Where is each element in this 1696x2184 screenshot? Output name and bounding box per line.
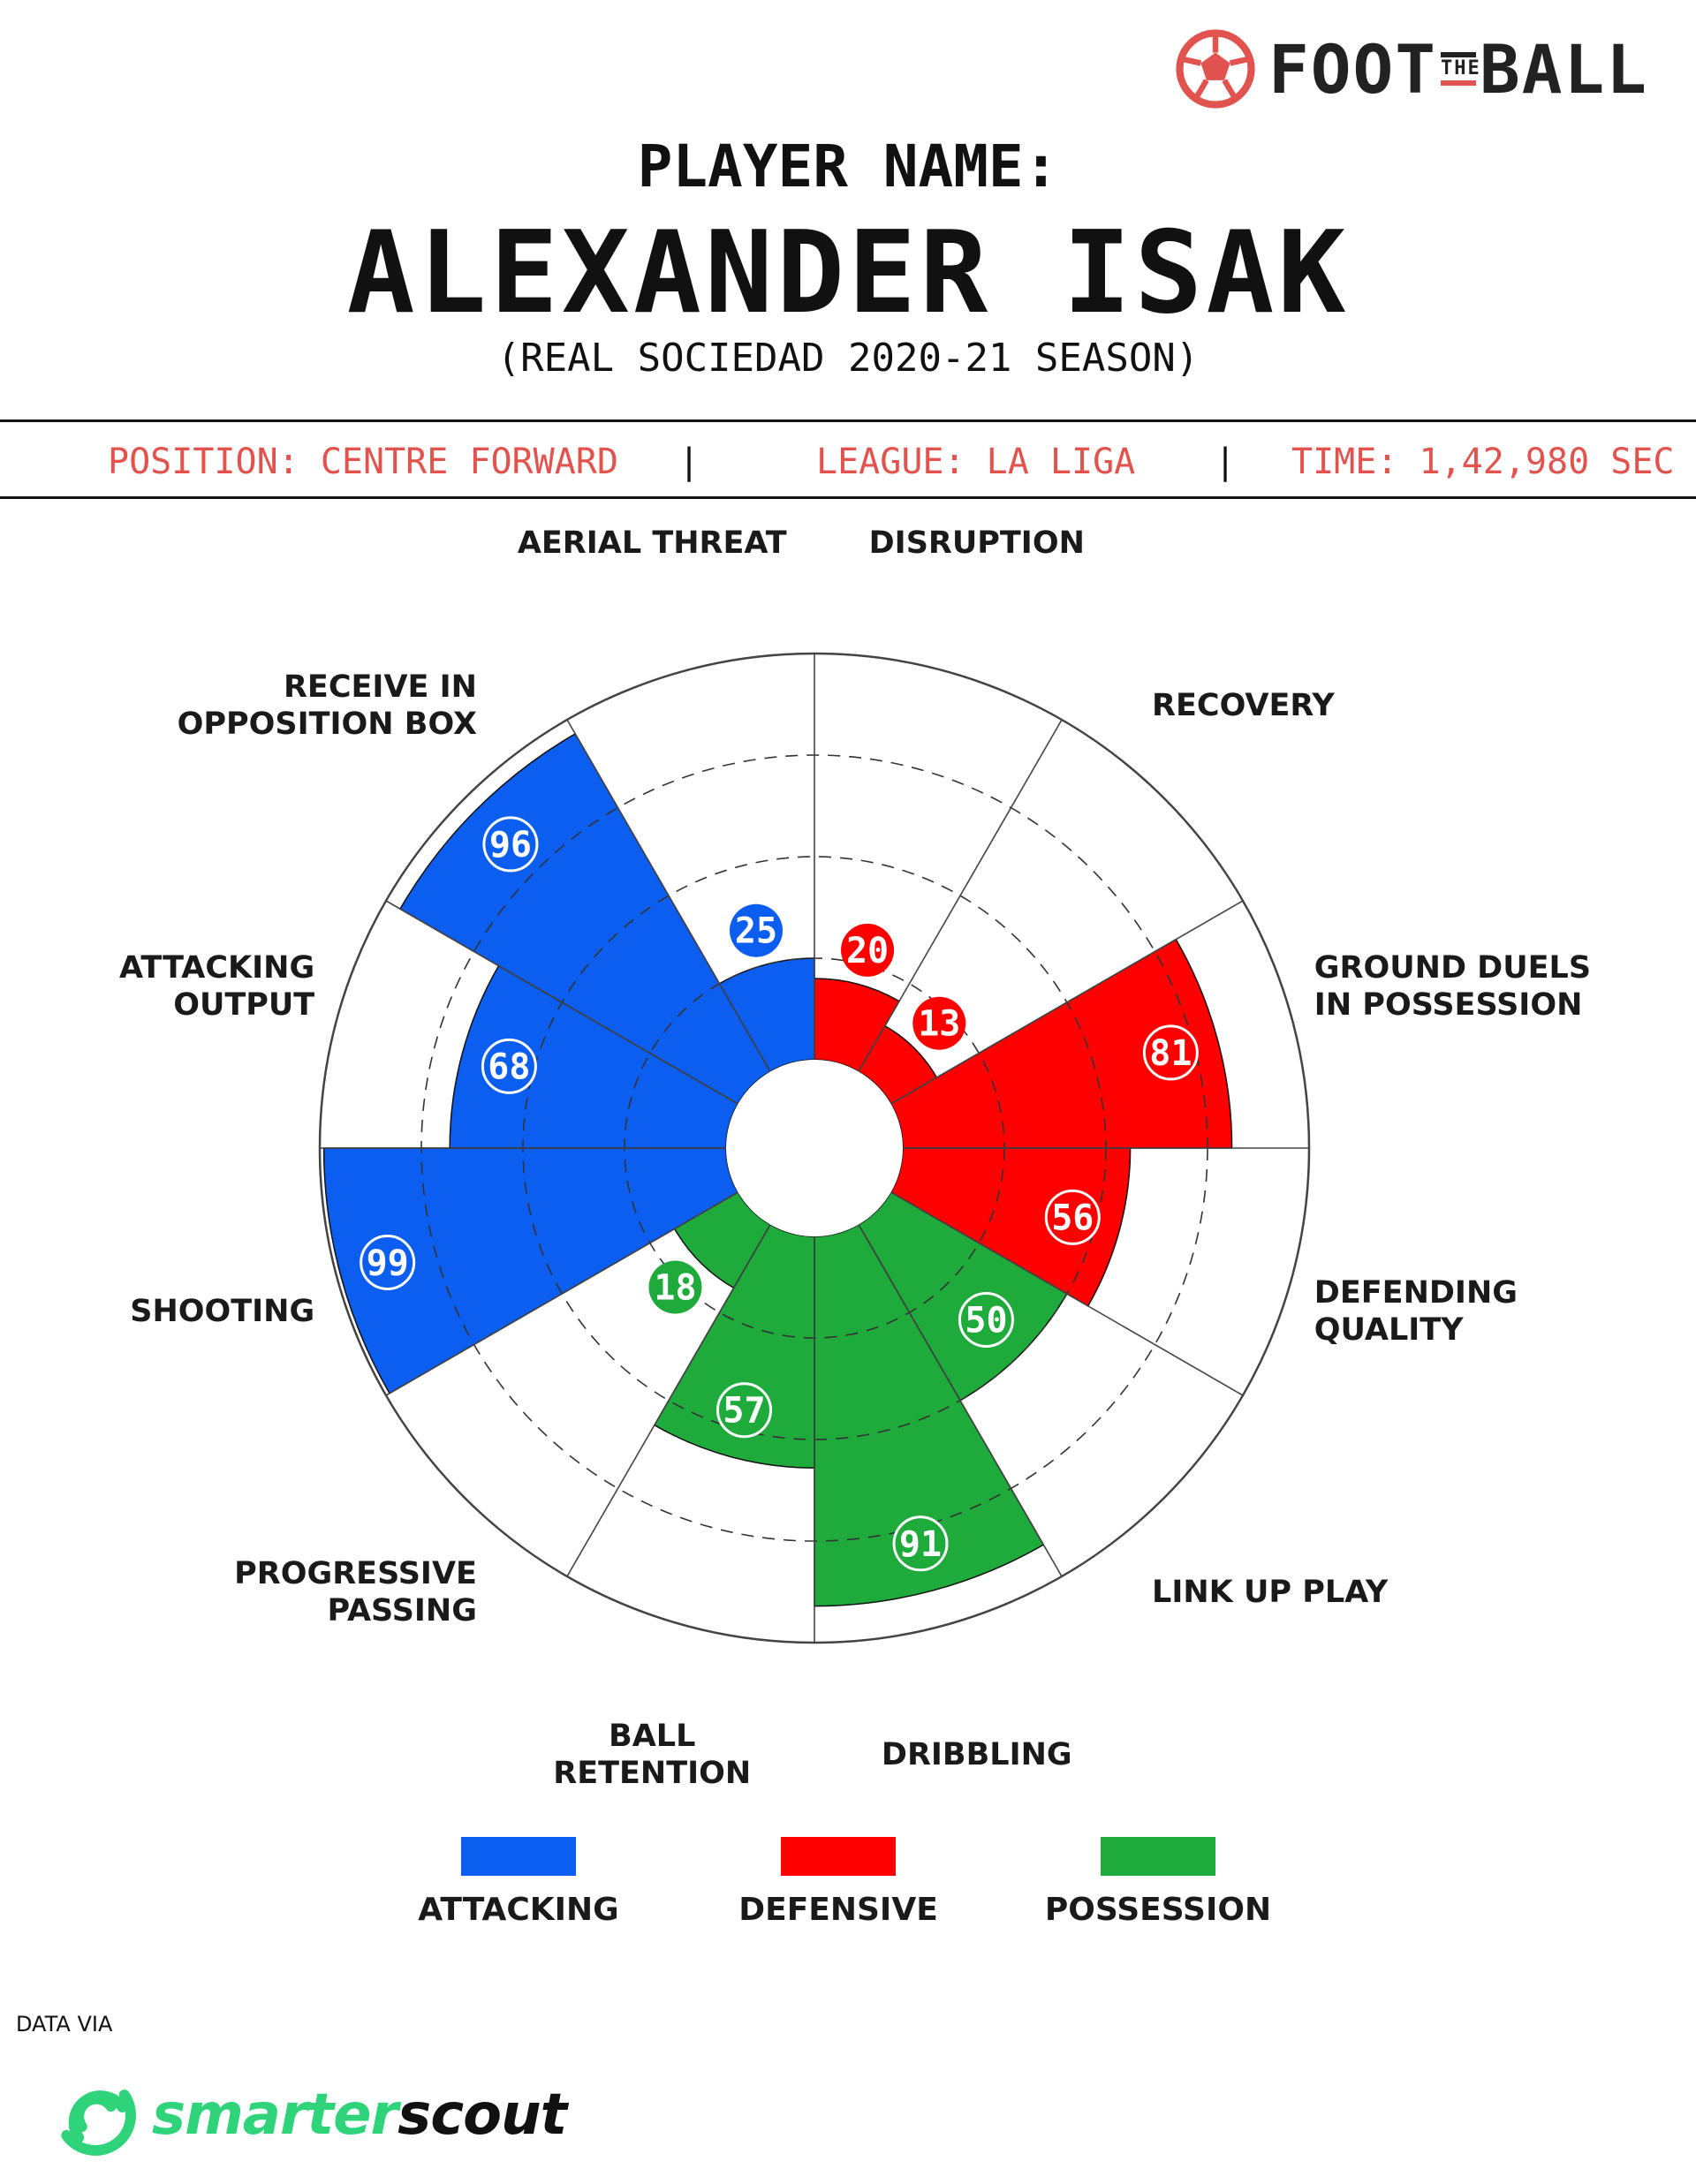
category-label: RETENTION	[553, 1755, 752, 1784]
category-label: OUTPUT	[173, 987, 315, 1024]
legend-item-attacking	[386, 1837, 651, 1928]
logo-text-smarter: smarter	[152, 2082, 398, 2148]
value-label: 96	[488, 824, 533, 865]
info-bar	[0, 419, 1696, 499]
value-label: 25	[734, 911, 778, 952]
category-label: PROGRESSIVE	[234, 1556, 477, 1592]
legend-label: ATTACKING	[418, 1892, 619, 1928]
category-label: BALL	[609, 1718, 696, 1754]
logo-text-scout: scout	[398, 2082, 567, 2148]
category-label: PASSING	[327, 1593, 477, 1629]
position-info: POSITION: CENTRE FORWARD	[108, 442, 618, 482]
category-label: DEFENDING	[1314, 1274, 1518, 1311]
legend-swatch-possession	[1101, 1837, 1215, 1876]
category-label: LINK UP PLAY	[1152, 1575, 1389, 1611]
legend-label: POSSESSION	[1044, 1892, 1272, 1928]
league-info: LEAGUE: LA LIGA	[816, 442, 1136, 482]
pizza-chart	[0, 512, 1696, 1784]
legend-item-defensive	[706, 1837, 971, 1928]
legend-swatch-attacking	[461, 1837, 576, 1876]
legend-label: DEFENSIVE	[738, 1892, 938, 1928]
value-label: 68	[488, 1047, 531, 1088]
category-label: DRIBBLING	[881, 1736, 1072, 1772]
value-label: 99	[366, 1243, 409, 1284]
value-label: 18	[654, 1267, 697, 1309]
value-label: 81	[1149, 1032, 1192, 1074]
smarterscout-logo	[42, 2062, 566, 2168]
value-label: 57	[723, 1390, 766, 1432]
time-info: TIME: 1,42,980 SEC	[1291, 442, 1675, 482]
info-separator: |	[678, 442, 700, 482]
value-label: 20	[845, 930, 890, 971]
value-label: 91	[898, 1523, 943, 1565]
category-label: SHOOTING	[130, 1293, 315, 1329]
category-label: ATTACKING	[119, 950, 315, 986]
value-label: 50	[965, 1300, 1008, 1341]
value-label: 13	[918, 1003, 961, 1045]
category-label: OPPOSITION BOX	[177, 706, 477, 742]
legend-swatch-defensive	[781, 1837, 896, 1876]
player-name: ALEXANDER ISAK	[346, 208, 1350, 339]
category-label: IN POSSESSION	[1314, 987, 1583, 1024]
smarterscout-wordmark	[152, 2082, 566, 2148]
category-label: RECEIVE IN	[283, 669, 477, 705]
brand-wordmark	[1268, 30, 1648, 109]
category-label: DISRUPTION	[868, 525, 1085, 562]
info-separator: |	[1215, 442, 1237, 482]
brand-text-left: FOOT	[1268, 29, 1437, 109]
data-via-label: DATA VIA	[16, 2012, 113, 2037]
category-label: AERIAL THREAT	[517, 525, 787, 562]
legend-item-possession	[1026, 1837, 1291, 1928]
footballthe-ball-logo	[1175, 25, 1648, 113]
category-label: GROUND DUELS	[1314, 950, 1592, 986]
season-subtitle: (REAL SOCIEDAD 2020-21 SEASON)	[496, 336, 1200, 381]
player-name-label: PLAYER NAME:	[637, 132, 1059, 200]
category-label: QUALITY	[1314, 1311, 1464, 1348]
smarterscout-icon	[42, 2062, 148, 2168]
category-label: RECOVERY	[1152, 687, 1335, 723]
brand-text-right: BALL	[1479, 29, 1648, 109]
value-label: 56	[1051, 1198, 1094, 1239]
center-hole	[726, 1060, 903, 1236]
brand-text-the: THE	[1441, 52, 1476, 86]
football-icon	[1175, 28, 1256, 110]
